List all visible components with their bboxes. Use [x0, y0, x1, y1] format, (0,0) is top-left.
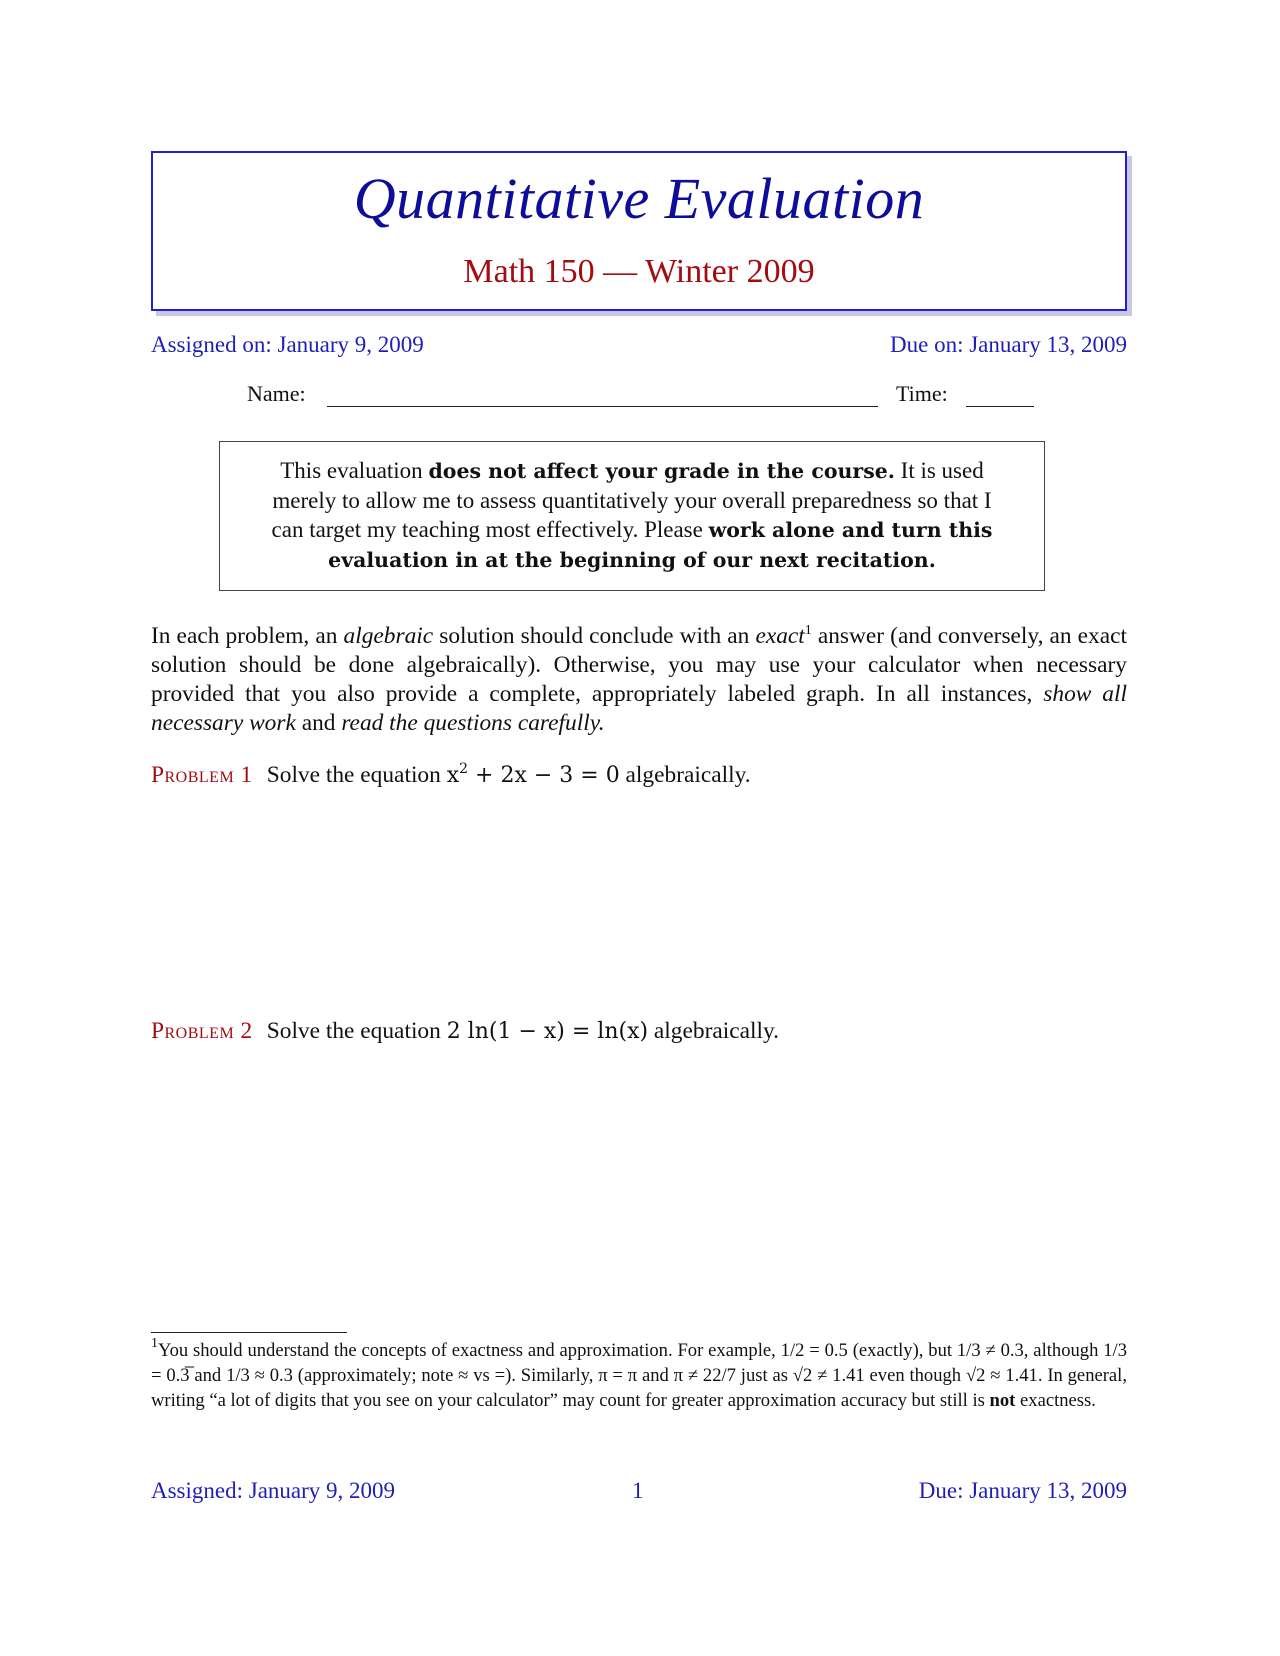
due-date: January 13, 2009	[969, 332, 1127, 357]
problem-1-label: Problem 1	[151, 762, 253, 788]
problem-2-text: Solve the equation	[266, 1018, 447, 1044]
notice-text-1: This evaluation	[280, 458, 429, 483]
time-label: Time:	[896, 381, 948, 406]
notice-box	[219, 441, 1045, 591]
time-field[interactable]	[966, 406, 1034, 407]
problem-2	[151, 1018, 779, 1045]
problem-1-equation	[447, 763, 620, 788]
intro-italic-exact: exact	[755, 623, 805, 649]
problem-1-text: Solve the equation	[266, 762, 447, 788]
problem-2-suffix: algebraically.	[648, 1018, 780, 1044]
name-field[interactable]	[327, 406, 878, 407]
footnote-number: 1	[151, 1336, 158, 1351]
intro-italic-algebraic: algebraic	[343, 623, 434, 649]
footnote-marker: 1	[804, 623, 812, 638]
intro-text-1: In each problem, an	[151, 623, 344, 649]
page-number: 1	[632, 1478, 644, 1503]
footnote-rule	[151, 1332, 347, 1333]
document-title: Quantitative Evaluation	[353, 166, 925, 231]
notice-bold-2: work alone and turn this evaluation in at the beginning of our next recitation.	[328, 518, 993, 572]
intro-italic-read-carefully: read the questions carefully.	[341, 710, 605, 736]
course-subtitle: Math 150 — Winter 2009	[463, 253, 815, 290]
problem-2-equation: 2 ln(1 − x) = ln(x)	[446, 1019, 649, 1044]
assigned-label: Assigned on:	[151, 332, 272, 357]
problem-1	[151, 762, 751, 789]
intro-text-4: and	[295, 710, 342, 736]
notice-text-2: It is used merely to allow me to assess quantitatively your overall preparedness so that I can target my teaching most effectively. Please	[271, 458, 992, 542]
title-box	[151, 151, 1127, 311]
assigned-on	[151, 332, 424, 358]
footnote-text-2: exactness.	[1015, 1390, 1096, 1411]
footnote-bold-not: not	[989, 1390, 1016, 1411]
intro-text-2: solution should conclude with an	[433, 623, 756, 649]
notice-bold-1: does not affect your grade in the course.	[428, 459, 895, 483]
instructions-paragraph	[151, 622, 1127, 738]
equation-variable: x	[446, 763, 460, 788]
due-on	[890, 332, 1127, 358]
footnote-text-1: You should understand the concepts of exactness and approximation. For example, 1/2 = 0.5 (exactly), but 1/3 ≠ 0.3, although 1/3 = 0.3̅ and 1/3 ≈ 0.3 (approximately; note ≈ vs =). Similarly, π = π and π ≠ 22/7 just as √2 ≠ 1.41 even though √2 ≈ 1.41. In general, writing “a lot of digits that you see on your calculator” may count for greater approximation accuracy but still is	[151, 1340, 1127, 1411]
problem-1-suffix: algebraically.	[619, 762, 751, 788]
problem-2-label: Problem 2	[151, 1018, 253, 1044]
intro-italic-show-work: show all necessary work	[151, 681, 1127, 736]
due-label: Due on:	[890, 332, 964, 357]
name-label: Name:	[247, 381, 306, 406]
footer-due: Due: January 13, 2009	[918, 1478, 1127, 1503]
footnote	[151, 1338, 1127, 1413]
intro-text-3: answer (and conversely, an exact solution should be done algebraically). Otherwise, you may use your calculator when necessary provided that you also provide a complete, appropriately labeled graph. In all instances,	[151, 623, 1128, 707]
equation-rest: + 2x − 3 = 0	[468, 763, 620, 788]
equation-exponent: 2	[459, 761, 469, 777]
footer-assigned: Assigned: January 9, 2009	[151, 1478, 396, 1503]
assigned-date: January 9, 2009	[277, 332, 424, 357]
